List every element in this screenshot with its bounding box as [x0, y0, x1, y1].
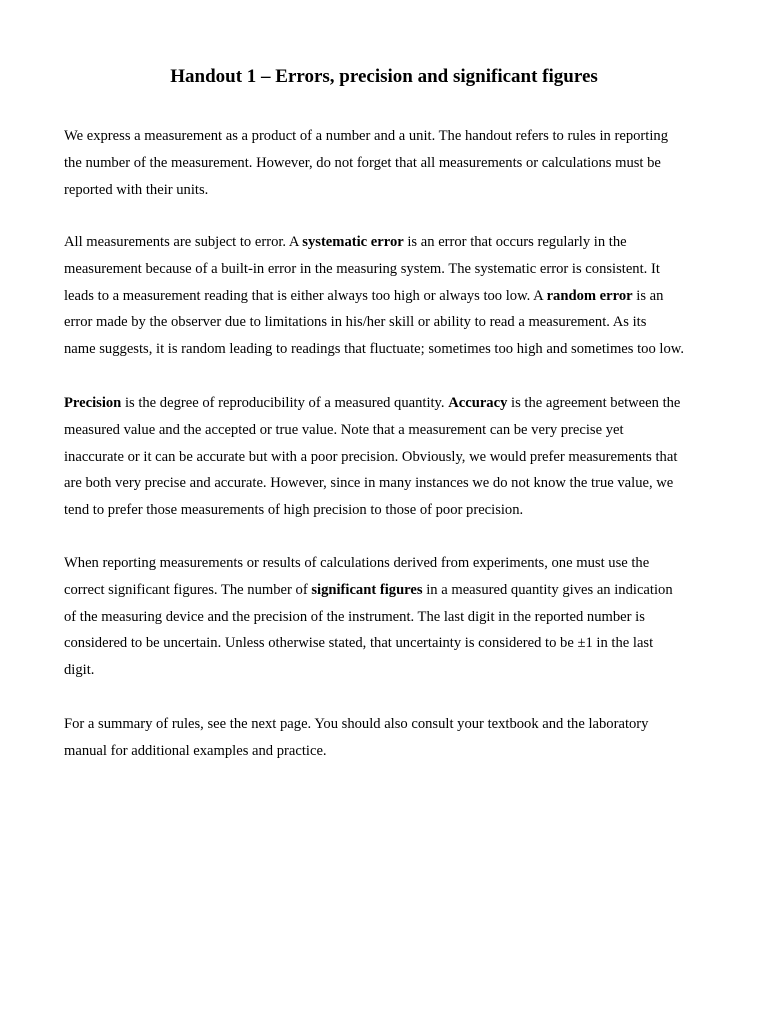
- term-systematic-error: systematic error: [302, 234, 404, 250]
- text-line: [64, 283, 714, 310]
- text-run: correct significant figures. The number of: [64, 581, 312, 598]
- text-line: We express a measurement as a product of a number and a unit. The handout refers to rules in reporting: [64, 128, 668, 144]
- text-line: the number of the measurement. However, do not forget that all measurements or calculations must be: [64, 154, 661, 171]
- text-line: measurement because of a built-in error in the measuring system. The systematic error is consistent. It: [64, 260, 660, 277]
- term-significant-figures: significant figures: [311, 581, 423, 598]
- text-line: digit.: [64, 662, 95, 679]
- text-line: name suggests, it is random leading to readings that fluctuate; sometimes too high and sometimes too low.: [64, 341, 684, 358]
- paragraph-errors: [64, 229, 714, 363]
- term-accuracy: Accuracy: [448, 395, 508, 411]
- text-line: inaccurate or it can be accurate but with a poor precision. Obviously, we would prefer measurements that: [64, 448, 678, 465]
- text-line: tend to prefer those measurements of high precision to those of poor precision.: [64, 502, 524, 519]
- text-line: [64, 229, 714, 256]
- paragraph-significant-figures: [64, 550, 714, 684]
- text-line: For a summary of rules, see the next page. You should also consult your textbook and the laboratory: [64, 716, 649, 732]
- page-title: Handout 1 – Errors, precision and significant figures: [170, 66, 598, 87]
- text-line: measured value and the accepted or true value. Note that a measurement can be very precise yet: [64, 421, 624, 438]
- text-line: error made by the observer due to limitations in his/her skill or ability to read a measurement. As its: [64, 314, 647, 331]
- paragraph-precision-accuracy: [64, 390, 714, 524]
- text-line: [64, 390, 714, 417]
- text-line: When reporting measurements or results of calculations derived from experiments, one must use the: [64, 555, 650, 571]
- paragraph-measurement-units: [64, 123, 714, 203]
- text-line: are both very precise and accurate. However, since in many instances we do not know the true value, we: [64, 475, 674, 492]
- text-run: is an: [632, 287, 664, 304]
- text-line: considered to be uncertain. Unless otherwise stated, that uncertainty is considered to be ±1 in the last: [64, 635, 654, 652]
- text-run: All measurements are subject to error. A: [64, 234, 303, 250]
- text-run: is an error that occurs regularly in the: [403, 234, 627, 250]
- paragraph-summary: [64, 711, 714, 765]
- text-line: [64, 577, 714, 604]
- text-run: is the agreement between the: [507, 395, 681, 411]
- text-run: leads to a measurement reading that is either always too high or always too low. A: [64, 287, 547, 304]
- text-run: in a measured quantity gives an indication: [422, 581, 673, 598]
- text-line: of the measuring device and the precision of the instrument. The last digit in the reported number is: [64, 608, 645, 625]
- text-line: manual for additional examples and practice.: [64, 742, 327, 759]
- text-line: reported with their units.: [64, 181, 209, 198]
- text-run: is the degree of reproducibility of a measured quantity.: [121, 395, 449, 411]
- term-random-error: random error: [546, 287, 633, 304]
- term-precision: Precision: [64, 395, 122, 411]
